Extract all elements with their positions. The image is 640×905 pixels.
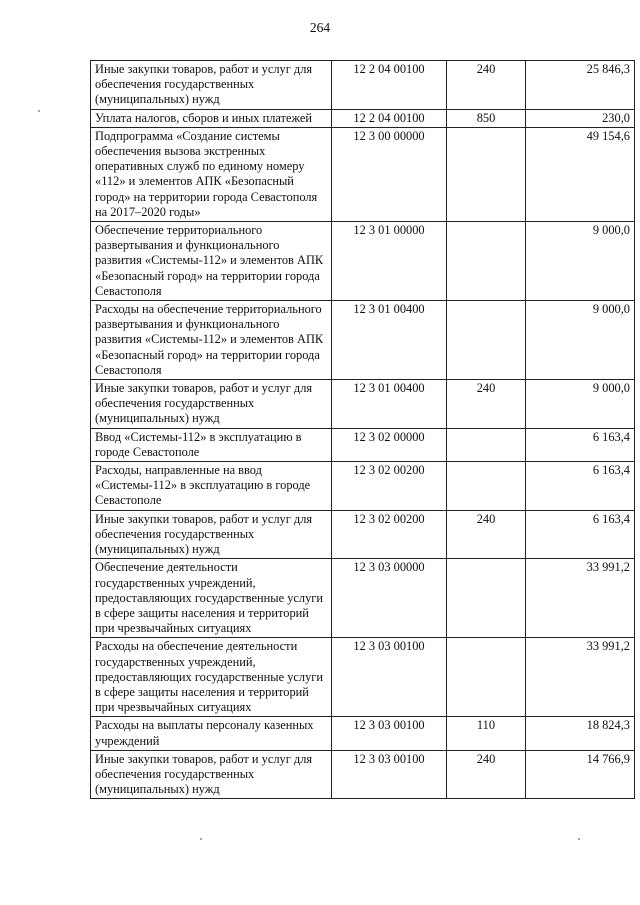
row-sum-cell: 9 000,0 — [526, 301, 635, 380]
row-sum-cell: 230,0 — [526, 109, 635, 127]
row-code-cell: 12 3 00 00000 — [332, 127, 447, 221]
table-row — [91, 559, 635, 638]
row-kvr-cell — [447, 428, 526, 461]
row-name-cell: Иные закупки товаров, работ и услуг для обеспечения государственных (муниципальных) нужд — [91, 61, 332, 110]
row-kvr-cell: 850 — [447, 109, 526, 127]
row-sum-cell: 33 991,2 — [526, 559, 635, 638]
row-name-cell: Иные закупки товаров, работ и услуг для обеспечения государственных (муниципальных) нужд — [91, 750, 332, 799]
row-kvr-cell: 240 — [447, 380, 526, 429]
row-name-cell: Ввод «Системы-112» в эксплуатацию в городе Севастополе — [91, 428, 332, 461]
row-code-cell: 12 3 02 00000 — [332, 428, 447, 461]
row-kvr-cell — [447, 222, 526, 301]
row-sum-cell: 9 000,0 — [526, 222, 635, 301]
row-sum-cell: 33 991,2 — [526, 638, 635, 717]
row-name-cell: Иные закупки товаров, работ и услуг для обеспечения государственных (муниципальных) нужд — [91, 380, 332, 429]
row-sum-cell: 6 163,4 — [526, 462, 635, 511]
row-name-cell: Расходы на выплаты персоналу казенных учреждений — [91, 717, 332, 750]
table-row — [91, 638, 635, 717]
row-name-cell: Уплата налогов, сборов и иных платежей — [91, 109, 332, 127]
row-name-cell: Расходы, направленные на ввод «Системы-112» в эксплуатацию в городе Севастополе — [91, 462, 332, 511]
row-code-cell: 12 3 02 00200 — [332, 462, 447, 511]
table-row — [91, 109, 635, 127]
table-row — [91, 428, 635, 461]
row-code-cell: 12 2 04 00100 — [332, 109, 447, 127]
table-row — [91, 301, 635, 380]
row-kvr-cell — [447, 638, 526, 717]
row-sum-cell: 6 163,4 — [526, 510, 635, 559]
row-kvr-cell: 240 — [447, 510, 526, 559]
row-name-cell: Обеспечение территориального развертывания и функционального развития «Системы-112» и элементов АПК «Безопасный город» на территории города Севастополя — [91, 222, 332, 301]
scan-speck — [578, 838, 580, 840]
table-row — [91, 462, 635, 511]
table-row — [91, 127, 635, 221]
table-row — [91, 61, 635, 110]
row-kvr-cell — [447, 462, 526, 511]
row-sum-cell: 18 824,3 — [526, 717, 635, 750]
row-name-cell: Подпрограмма «Создание системы обеспечения вызова экстренных оперативных служб по единому номеру «112» и элементов АПК «Безопасный город» на территории города Севастополя на 2017–2020 годы» — [91, 127, 332, 221]
page-number: 264 — [309, 20, 331, 35]
row-kvr-cell — [447, 127, 526, 221]
row-name-cell: Обеспечение деятельности государственных учреждений, предоставляющих государственные услуги в сфере защиты населения и территорий при чрезвычайных ситуациях — [91, 559, 332, 638]
row-name-cell: Расходы на обеспечение территориального развертывания и функционального развития «Системы-112» и элементов АПК «Безопасный город» на территории города Севастополя — [91, 301, 332, 380]
row-name-cell: Иные закупки товаров, работ и услуг для обеспечения государственных (муниципальных) нужд — [91, 510, 332, 559]
row-sum-cell: 49 154,6 — [526, 127, 635, 221]
table-row — [91, 750, 635, 799]
table-row — [91, 380, 635, 429]
table-row — [91, 222, 635, 301]
row-code-cell: 12 3 03 00000 — [332, 559, 447, 638]
row-code-cell: 12 2 04 00100 — [332, 61, 447, 110]
table-body — [91, 61, 635, 799]
scan-speck — [38, 110, 40, 112]
row-code-cell: 12 3 01 00000 — [332, 222, 447, 301]
row-code-cell: 12 3 01 00400 — [332, 380, 447, 429]
row-code-cell: 12 3 01 00400 — [332, 301, 447, 380]
row-sum-cell: 9 000,0 — [526, 380, 635, 429]
scan-speck — [200, 838, 202, 840]
table-row — [91, 510, 635, 559]
row-code-cell: 12 3 03 00100 — [332, 717, 447, 750]
row-code-cell: 12 3 02 00200 — [332, 510, 447, 559]
row-kvr-cell — [447, 559, 526, 638]
row-kvr-cell: 240 — [447, 61, 526, 110]
row-code-cell: 12 3 03 00100 — [332, 638, 447, 717]
row-kvr-cell: 240 — [447, 750, 526, 799]
row-code-cell: 12 3 03 00100 — [332, 750, 447, 799]
row-sum-cell: 6 163,4 — [526, 428, 635, 461]
row-kvr-cell — [447, 301, 526, 380]
budget-table — [90, 60, 635, 799]
row-kvr-cell: 110 — [447, 717, 526, 750]
row-sum-cell: 25 846,3 — [526, 61, 635, 110]
row-name-cell: Расходы на обеспечение деятельности государственных учреждений, предоставляющих государственные услуги в сфере защиты населения и территорий при чрезвычайных ситуациях — [91, 638, 332, 717]
table-row — [91, 717, 635, 750]
row-sum-cell: 14 766,9 — [526, 750, 635, 799]
